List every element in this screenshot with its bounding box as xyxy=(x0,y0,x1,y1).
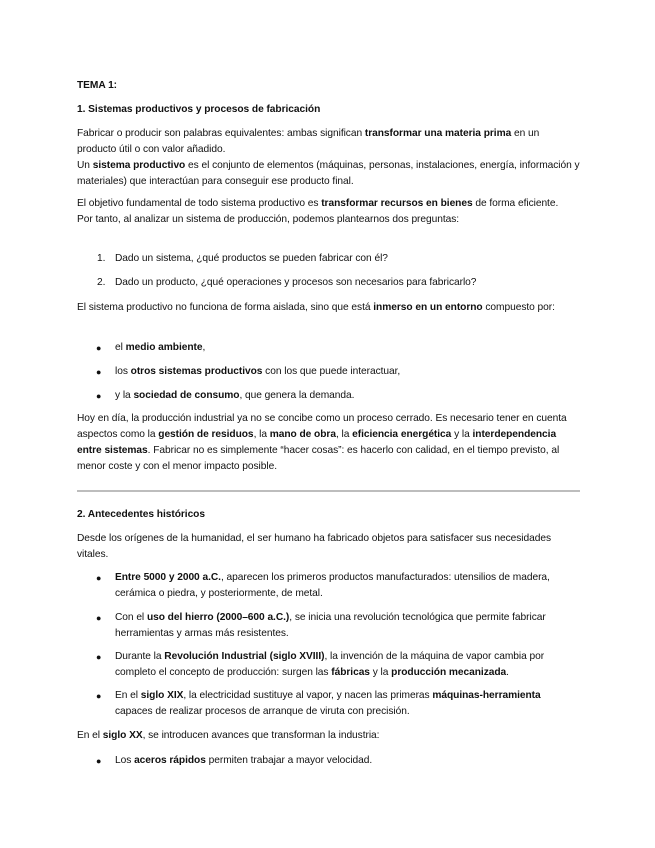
list-item-text: Durante la Revolución Industrial (siglo XVIII), la invención de la máquina de vapor cambia por completo el concepto de producción: surgen las fábricas y la producción mecanizada. xyxy=(115,651,545,678)
section-1-heading: 1. Sistemas productivos y procesos de fabricación xyxy=(77,104,321,115)
list-item-text: Dado un producto, ¿qué operaciones y procesos son necesarios para fabricarlo? xyxy=(115,277,477,288)
bullet-icon: ● xyxy=(96,343,102,353)
list-item-text: Los aceros rápidos permiten trabajar a mayor velocidad. xyxy=(115,755,373,766)
paragraph: Fabricar o producir son palabras equivalentes: ambas significan transformar una materia prima en un producto útil o con valor añadido. Un sistema productivo es el conjunto de elementos (máquinas, personas, instalaciones, energía, información y materiales) que interactúan para conseguir ese producto final. xyxy=(77,128,580,187)
paragraph: Desde los orígenes de la humanidad, el ser humano ha fabricado objetos para satisfacer sus necesidades vitales. xyxy=(77,533,552,560)
paragraph: El sistema productivo no funciona de forma aislada, sino que está inmerso en un entorno compuesto por: xyxy=(77,302,555,313)
bullet-icon: ● xyxy=(96,573,102,583)
section-divider xyxy=(77,490,580,492)
bullet-icon: ● xyxy=(96,756,102,766)
bullet-icon: ● xyxy=(96,367,102,377)
paragraph: El objetivo fundamental de todo sistema productivo es transformar recursos en bienes de forma eficiente. Por tanto, al analizar un sistema de producción, podemos plantearnos dos preguntas: xyxy=(77,198,559,225)
list-item-text: En el siglo XIX, la electricidad sustituye al vapor, y nacen las primeras máquinas-herramienta capaces de realizar procesos de arranque de viruta con precisión. xyxy=(115,690,541,717)
list-number: 1. xyxy=(97,253,106,264)
list-number: 2. xyxy=(97,277,106,288)
paragraph: En el siglo XX, se introducen avances que transforman la industria: xyxy=(77,730,380,741)
list-item-text: y la sociedad de consumo, que genera la demanda. xyxy=(115,390,355,401)
bullet-icon: ● xyxy=(96,391,102,401)
paragraph: Hoy en día, la producción industrial ya no se concibe como un proceso cerrado. Es necesario tener en cuenta aspectos como la gestión de residuos, la mano de obra, la eficiencia energética y la interdependencia entre sistemas. Fabricar no es simplemente “hacer cosas”: es hacerlo con calidad, en el tiempo previsto, al menor coste y con el menor impacto posible. xyxy=(77,413,567,472)
list-item-text: los otros sistemas productivos con los que puede interactuar, xyxy=(115,366,401,377)
list-item-text: Entre 5000 y 2000 a.C., aparecen los primeros productos manufacturados: utensilios de madera, cerámica o piedra, y posteriormente, de metal. xyxy=(115,572,550,599)
bullet-icon: ● xyxy=(96,652,102,662)
section-2-heading: 2. Antecedentes históricos xyxy=(77,509,205,520)
document-title: TEMA 1: xyxy=(77,80,118,91)
list-item-text: Con el uso del hierro (2000–600 a.C.), se inicia una revolución tecnológica que permite fabricar herramientas y armas más resistentes. xyxy=(115,612,546,639)
bullet-icon: ● xyxy=(96,613,102,623)
list-item-text: el medio ambiente, xyxy=(115,342,206,353)
list-item-text: Dado un sistema, ¿qué productos se pueden fabricar con él? xyxy=(115,253,388,264)
bullet-icon: ● xyxy=(96,691,102,701)
